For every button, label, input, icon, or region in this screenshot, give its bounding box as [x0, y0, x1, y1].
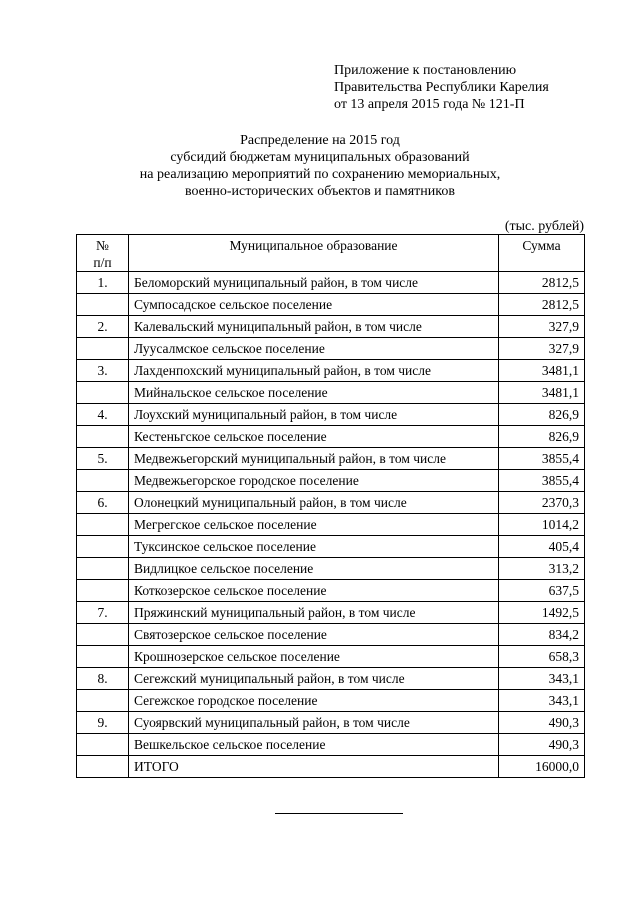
row-number	[77, 558, 129, 580]
municipality-name: Лоухский муниципальный район, в том числе	[129, 404, 499, 426]
row-number	[77, 580, 129, 602]
table-row	[77, 294, 585, 316]
allocation-sum: 2370,3	[499, 492, 585, 514]
municipality-name: Сегежский муниципальный район, в том числе	[129, 668, 499, 690]
municipality-name: Туксинское сельское поселение	[129, 536, 499, 558]
municipality-name: Святозерское сельское поселение	[129, 624, 499, 646]
row-number	[77, 646, 129, 668]
table-row	[77, 514, 585, 536]
row-number	[77, 624, 129, 646]
row-number	[77, 426, 129, 448]
table-row	[77, 470, 585, 492]
municipality-name: Сумпосадское сельское поселение	[129, 294, 499, 316]
municipality-name: Коткозерское сельское поселение	[129, 580, 499, 602]
allocation-sum: 490,3	[499, 712, 585, 734]
table-row	[77, 360, 585, 382]
row-number: 6.	[77, 492, 129, 514]
column-header-number-line2: п/п	[93, 255, 112, 270]
allocation-sum: 637,5	[499, 580, 585, 602]
municipality-name: Кестеньгское сельское поселение	[129, 426, 499, 448]
municipality-name: Калевальский муниципальный район, в том числе	[129, 316, 499, 338]
row-number: 5.	[77, 448, 129, 470]
row-number	[77, 734, 129, 756]
table-row	[77, 712, 585, 734]
row-number	[77, 470, 129, 492]
column-header-municipality: Муниципальное образование	[129, 235, 499, 272]
table-row	[77, 382, 585, 404]
row-number	[77, 690, 129, 712]
municipality-name: Медвежьегорское городское поселение	[129, 470, 499, 492]
municipality-name: Олонецкий муниципальный район, в том числе	[129, 492, 499, 514]
allocation-sum: 1014,2	[499, 514, 585, 536]
allocation-sum: 490,3	[499, 734, 585, 756]
table-body	[77, 272, 585, 778]
table-row	[77, 448, 585, 470]
allocation-sum: 1492,5	[499, 602, 585, 624]
row-number: 1.	[77, 272, 129, 294]
table-row	[77, 668, 585, 690]
title-line: военно-исторических объектов и памятников	[185, 184, 455, 199]
municipality-name: Мегрегское сельское поселение	[129, 514, 499, 536]
allocation-sum: 658,3	[499, 646, 585, 668]
column-header-number	[77, 235, 129, 272]
title-line: Распределение на 2015 год	[240, 133, 400, 148]
allocation-sum: 405,4	[499, 536, 585, 558]
row-number: 4.	[77, 404, 129, 426]
table-row	[77, 338, 585, 360]
allocation-sum: 327,9	[499, 316, 585, 338]
municipality-name: Мийнальское сельское поселение	[129, 382, 499, 404]
table-row	[77, 624, 585, 646]
end-divider	[275, 813, 403, 814]
document-title	[70, 132, 570, 200]
municipality-name: Пряжинский муниципальный район, в том числе	[129, 602, 499, 624]
municipality-name: Вешкельское сельское поселение	[129, 734, 499, 756]
allocation-sum: 343,1	[499, 668, 585, 690]
allocation-sum: 327,9	[499, 338, 585, 360]
column-header-number-line1: №	[96, 238, 109, 253]
table-row	[77, 316, 585, 338]
title-line: субсидий бюджетам муниципальных образований	[170, 150, 470, 165]
row-number	[77, 382, 129, 404]
allocation-sum: 834,2	[499, 624, 585, 646]
municipality-name: Крошнозерское сельское поселение	[129, 646, 499, 668]
table-row	[77, 272, 585, 294]
allocation-table	[76, 234, 585, 778]
row-number	[77, 536, 129, 558]
allocation-sum: 313,2	[499, 558, 585, 580]
allocation-sum: 2812,5	[499, 272, 585, 294]
row-number	[77, 294, 129, 316]
table-row	[77, 602, 585, 624]
table-row	[77, 536, 585, 558]
appendix-line: Приложение к постановлению	[334, 63, 517, 78]
table-row	[77, 646, 585, 668]
row-number: 7.	[77, 602, 129, 624]
row-number: 8.	[77, 668, 129, 690]
allocation-sum: 16000,0	[499, 756, 585, 778]
municipality-name: Медвежьегорский муниципальный район, в том числе	[129, 448, 499, 470]
municipality-name: Суоярвский муниципальный район, в том числе	[129, 712, 499, 734]
allocation-sum: 3855,4	[499, 470, 585, 492]
allocation-sum: 826,9	[499, 426, 585, 448]
table-row	[77, 690, 585, 712]
table-row	[77, 404, 585, 426]
municipality-name: Сегежское городское поселение	[129, 690, 499, 712]
row-number	[77, 756, 129, 778]
table-header-row	[77, 235, 585, 272]
allocation-sum: 3855,4	[499, 448, 585, 470]
row-number: 3.	[77, 360, 129, 382]
table-row	[77, 756, 585, 778]
row-number: 9.	[77, 712, 129, 734]
row-number	[77, 514, 129, 536]
allocation-sum: 343,1	[499, 690, 585, 712]
table-row	[77, 558, 585, 580]
municipality-name: Видлицкое сельское поселение	[129, 558, 499, 580]
allocation-sum: 2812,5	[499, 294, 585, 316]
allocation-sum: 826,9	[499, 404, 585, 426]
municipality-name: Луусалмское сельское поселение	[129, 338, 499, 360]
appendix-line: от 13 апреля 2015 года № 121-П	[334, 97, 525, 112]
allocation-sum: 3481,1	[499, 382, 585, 404]
municipality-name: Беломорский муниципальный район, в том числе	[129, 272, 499, 294]
table-row	[77, 580, 585, 602]
appendix-reference	[334, 62, 549, 113]
row-number	[77, 338, 129, 360]
table-row	[77, 734, 585, 756]
units-label: (тыс. рублей)	[504, 219, 584, 234]
appendix-line: Правительства Республики Карелия	[334, 80, 549, 95]
municipality-name: Лахденпохский муниципальный район, в том числе	[129, 360, 499, 382]
row-number: 2.	[77, 316, 129, 338]
column-header-sum: Сумма	[499, 235, 585, 272]
municipality-name: ИТОГО	[129, 756, 499, 778]
table-row	[77, 492, 585, 514]
title-line: на реализацию мероприятий по сохранению мемориальных,	[139, 167, 501, 182]
allocation-sum: 3481,1	[499, 360, 585, 382]
table-row	[77, 426, 585, 448]
